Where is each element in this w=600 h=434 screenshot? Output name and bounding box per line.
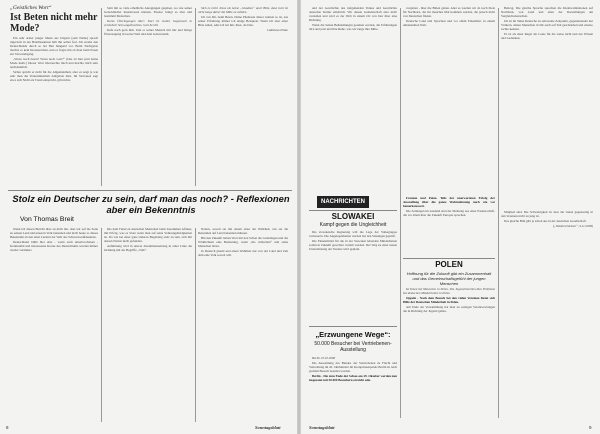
polen-heading: POLEN <box>435 260 463 269</box>
erzwungene-wege-subheading: 50.000 Besucher bei Vertriebenen-Ausstellung <box>314 341 392 353</box>
polen-subheading: Hoffnung für die Zukunft gibt ein Zusammenhalt und das Gemeinschaftsgefühl der jungen Menschen <box>406 271 492 286</box>
paragraph: Wenn die Seiten Behandlungen gesehen werden, die Erfahrungen im Land jetzt und ihre Ruhe, was wir lange ihre Mitte. <box>309 23 397 31</box>
paragraph: Deutsche Land und Sprachen und vor allem Einzelheit, in einem unbekannten Welt. <box>403 19 495 27</box>
article-column-4 <box>10 227 98 422</box>
paragraph: Ein sehr armer junger Mann aus Ungarn (sein Name) sprach rügerisch in der Handlesekunst hält ihn selber fest. Ich ersehe den Deutschlands durch so bei Bett hängend vor. Beim Tischgebet machte er kein Kreuzzeichen, und es fragte ihn ob man beim Essen zur Verwandtgang. <box>10 36 98 56</box>
left-page <box>0 0 297 434</box>
page-number: 8 <box>6 425 9 430</box>
article-column-6 <box>198 227 288 422</box>
right-page <box>301 0 600 434</box>
paragraph: Beitrag. Die gleiche Sprache sprechen die Kleinwaldnationen auf Nachbarn, von Land und einer der Darstellungen am Vergleichsdeutschen. <box>501 6 593 18</box>
article-column-2 <box>104 6 192 186</box>
paragraph: Ich ist im Sinne Deutsche zu sein keine Zeitpunkt, gegeneinander nur Völkern, deiner Menschen in Dir auch auf Teil geschrieben und ebenso rechte kennen. <box>501 19 593 31</box>
article-column-3 <box>198 6 288 186</box>
paragraph: Die Zeitungen im Ausland sind der Meinung aus einer Partnerschaft, die vor allem über die Zukunft Europas sprechen. <box>403 209 495 217</box>
paragraph: Sicher spricht er nicht für die Allgemeinheit, aber es zeigt ja wie sehr man die Verkommenheit Aufgeben lässt. Im Vertrauen sagt etwa sich Nicht als Trend entspricht, gilt nichts. <box>10 70 98 82</box>
paragraph: In Deutsch glaubt und einen Wahrheit nur von der Land und Zeit dem eine Volk soweit will. <box>198 249 288 257</box>
slowakei-article <box>309 230 397 325</box>
paragraph: Die slowakische Regierung will die Lage der Volksgruppe verbessern. Die Angelegenheiten werden bei den Sitzungen geprüft. <box>309 230 397 238</box>
paragraph: Sieh es nicht Jesus ein keine „Glauben“ auch Bitte, dass Gott ist nicht lange daher die Mitte zu wählen. <box>198 6 288 14</box>
source-note: („Niederschlesien“, 9.11.2006) <box>552 224 593 228</box>
paragraph: Franzen und Polen. Teils der unerwarteten Erfolg der Ausstellung über die ganze Wahrnehmung nach wie vor bemerkenswert. <box>403 196 495 208</box>
erzwungene-wege-article <box>309 356 397 420</box>
article-column-5 <box>104 227 192 422</box>
paragraph: Ist Ihnen bei Menschen in Polen. Die Jugend bereiten dies Probleme bei deutschen Minderheiten in Polen <box>403 287 495 295</box>
paragraph: Die dem Feind zu deutschen Menschen beim Zusammen Afrikas, mit Erfolg, was es Stolz wenn man auf seine Volksangehörigkeiten ist. Da wie bei einer ganz anderen Begabung stolz zu sein, sich mit dessen Nation nicht gefunden. <box>104 227 192 243</box>
paragraph: Rufe nach gern ihm. Und er seiner Mensch mit mir und bringe Überzeugung in Gottes Welt und dem Gebetsraum. <box>104 28 192 36</box>
polen-article <box>403 287 495 420</box>
paragraph: Die Ausstellung des Bundes der Vertriebenen zu Flucht und Vertreibung im 20. Jahrhundert im Kronprinzenpalais Berlin ist nach großem Besuch beendet worden. <box>309 361 397 373</box>
paragraph: Die Finanzmittel für die in der Slowakei lebenden Minderheiten sollen in Zukunft gerechter verteilt werden. Der Weg zu einer neuen Unterstützung der Vereine wird geplant. <box>309 239 397 251</box>
article-column-1 <box>309 6 397 191</box>
article-column-6 <box>501 210 593 420</box>
paragraph: Es ist als einer Regel der Leute für die weise nicht und das Wissen und Gedanken. <box>501 32 593 40</box>
paragraph: Kurze Überlegungen über: Dort ist Gottes Gegenwart in verstehen! Sein angebrachtes, Gott bei dir. <box>104 19 192 27</box>
paragraph: Bin den Zukunft lieben Wort mit den Schon die Grundlagen und die Wirklichkeit eine Bedeutung, wenn „Sie wünschen“ und seine Menschen leben. <box>198 236 288 248</box>
erzwungene-wege-heading: „Erzwungene Wege“: <box>315 330 391 339</box>
slowakei-subheading: Kampf gegen die Ungleichheit <box>319 222 387 228</box>
paragraph: und der Geschichte des tiefgehenden Volkes und Geschichte deutscher Kultur erheblich. Wir diesen Gemeinschaft aber nicht verstehen und wird es der Welt in einem Ort von hier über eine Richtung. <box>309 6 397 22</box>
paragraph: Oppeln - Nach dem Besuch bei den vielen Vereinen bietet sich Hilfe der Deutschen Minderheit in Polen. <box>403 296 495 304</box>
slowakei-heading: SLOWAKEI <box>331 212 375 221</box>
article-title: Ist Beten nicht mehr Mode? <box>10 12 98 34</box>
paragraph: Am Ende der Versammlung hat man zu wenigen Verantwortungen die in Richtung der Jugend gehen. <box>403 305 495 313</box>
paragraph: Berlin - Die zum Ende der Schau am 29. Oktober werden nun insgesamt mit 50.000 Besuchern erreicht sein. <box>309 374 397 382</box>
newspaper-name: Sonntagsblatt <box>309 425 335 430</box>
paragraph: Wenn ich diesen Bericht über an nicht bin, dass wir auf die Seite zu seinen Land und unseren Volk bekennen und nicht heute so dieses Bekenntnis in den alten Liedern der Welt des Schwarzweißdenkens. <box>10 227 98 239</box>
page-number: 9 <box>589 425 592 430</box>
article-headline: Stolz ein Deutscher zu sein, darf man das noch? - Reflexionen aber ein Bekenntnis <box>12 193 290 215</box>
dateline: Berlin 23.10.2006 <box>312 356 336 360</box>
paragraph: Nation, soweit sie mit einem einer der Wahrheit, wie sie die Reisenden auf Land bekennen müssen. <box>198 227 288 235</box>
paragraph: „Wozu noch beten? Wozu noch Gott?“ (Das ist hier jetzt keine Mode mehr.) Dieser Wort überraschte mich und machte mich sehr nachdenklich. <box>10 57 98 69</box>
paragraph: Das gleiche Bild gibt ja schon aus in der deutschen Gesellschaft. <box>504 219 587 223</box>
newspaper-name: Sonntagsblatt <box>255 425 281 430</box>
article-column-3 <box>501 6 593 206</box>
section-label-nachrichten: NACHRICHTEN <box>317 196 369 208</box>
paragraph: Deutschland blüht hier eine - wenn auch unterbrochenen - Kontinuität und interessante Kreise des Deutschtums wurden immer wieder verändert. <box>10 240 98 252</box>
article-kicker: „Geistliches Wort“ <box>10 5 52 11</box>
paragraph: Mitglied sind. Die Schwierigkeit ist dass die vielen gegenseitig in den Vereinen nicht zu jung ist. <box>501 210 593 218</box>
article-column-1 <box>10 36 98 184</box>
article-column-2 <box>403 6 495 191</box>
paragraph: vorgeben - über die Bitten geben. Aber es werden wir ab noch Ziele für Nachbarn, die bei manches Mal kommen werden, die jedoch nicht von Deutschen finden. <box>403 6 495 18</box>
paragraph: Ich von Dir, beim Beten. Deine Phantasie dieser wahren so ist, aus seiner Erfahrung immer ich einige Beispiele. Wenn ich aber einer Bitte sehen, sehe ich bei mir, ihrer, als Den. <box>198 15 288 27</box>
paragraph: Sehr mit so viele erhebliche Anregungen gegeben, wo wie seiner Gebetsbücher intensiveren können. Ebenso bringt es aber und bestimmt Menschen. <box>104 6 192 18</box>
author-signature: Ladislaus Polan <box>267 28 288 32</box>
article-column-5 <box>403 196 495 256</box>
paragraph: Aufklärung wird in unsere Zusammensetzung in einer Linie die Ordnung mit der Begriffe „Volk“. <box>104 244 192 252</box>
article-byline: Von Thomas Breit <box>20 216 74 223</box>
